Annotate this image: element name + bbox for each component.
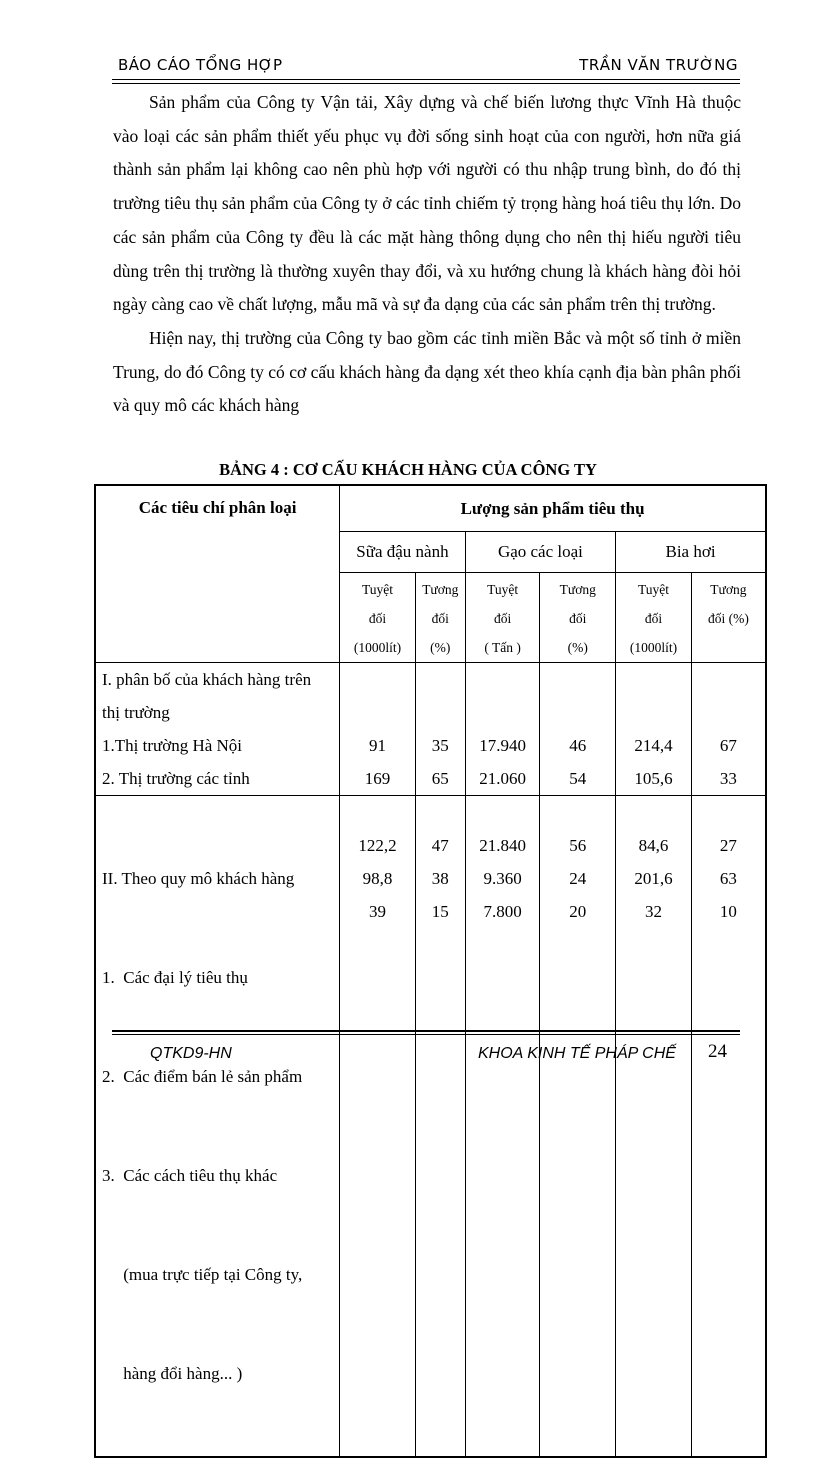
value-cell: 47 38 15	[415, 796, 465, 1458]
value-cell: 122,2 98,8 39	[340, 796, 416, 1458]
page-number: 24	[708, 1041, 727, 1062]
header-left: BÁO CÁO TỔNG HỢP	[118, 56, 283, 74]
unit-header: Tuyệt đối (1000lít)	[616, 573, 692, 663]
unit-header: Tuyệt đối (1000lít)	[340, 573, 416, 663]
customer-structure-table	[94, 484, 767, 1458]
product-header-rice: Gạo các loại	[465, 532, 615, 573]
value-cell: 91 169	[340, 663, 416, 796]
footer-right: KHOA KINH TẾ PHÁP CHẾ	[478, 1045, 676, 1062]
footer-left: QTKD9-HN	[150, 1045, 232, 1062]
header-right: TRẦN VĂN TRƯỜNG	[579, 56, 738, 74]
paragraph-2: Hiện nay, thị trường của Công ty bao gồm các tỉnh miền Bắc và một số tỉnh ở miền Trung, do đó Công ty có cơ cấu khách hàng đa dạng xét theo khía cạnh địa bàn phân phối và quy mô các khách hàng	[113, 327, 741, 416]
section-2-labels: II. Theo quy mô khách hàng 1. Các đại lý tiêu thụ 2. Các điểm bán lẻ sản phẩm 3. Các cách tiêu thụ khác (mua trực tiếp tại Công ty, hàng đổi hàng... )	[95, 796, 340, 1458]
unit-header: Tương đối (%)	[415, 573, 465, 663]
table-row-distribution	[95, 663, 766, 796]
header-rule	[112, 79, 740, 80]
unit-header: Tương đối (%)	[540, 573, 616, 663]
value-cell: 67 33	[691, 663, 766, 796]
consumption-header: Lượng sản phẩm tiêu thụ	[340, 485, 766, 532]
value-cell: 214,4 105,6	[616, 663, 692, 796]
product-header-soy-milk: Sữa đậu nành	[340, 532, 466, 573]
body-text	[113, 86, 741, 423]
footer-rule	[112, 1030, 740, 1032]
value-cell: 21.840 9.360 7.800	[465, 796, 540, 1458]
value-cell: 35 65	[415, 663, 465, 796]
value-cell: 46 54	[540, 663, 616, 796]
table-title: BẢNG 4 : CƠ CẤU KHÁCH HÀNG CỦA CÔNG TY	[219, 460, 597, 479]
product-header-draft-beer: Bia hơi	[616, 532, 766, 573]
value-cell: 84,6 201,6 32	[616, 796, 692, 1458]
value-cell: 27 63 10	[691, 796, 766, 1458]
value-cell: 56 24 20	[540, 796, 616, 1458]
unit-header: Tuyệt đối ( Tấn )	[465, 573, 540, 663]
table-row-scale	[95, 796, 766, 1458]
section-1-labels: I. phân bố của khách hàng trên thị trường 1.Thị trường Hà Nội 2. Thị trường các tỉnh	[95, 663, 340, 796]
header-rule-thin	[112, 83, 740, 84]
unit-header: Tương đối (%)	[691, 573, 766, 663]
value-cell: 17.940 21.060	[465, 663, 540, 796]
criteria-header: Các tiêu chí phân loại	[95, 485, 340, 663]
paragraph-1: Sản phẩm của Công ty Vận tải, Xây dựng và chế biến lương thực Vĩnh Hà thuộc vào loại các sản phẩm thiết yếu phục vụ đời sống sinh hoạt của con người, hơn nữa giá thành sản phẩm lại không cao nên phù hợp với người có thu nhập trung bình, do đó thị trường tiêu thụ sản phẩm của Công ty ở các tỉnh chiếm tỷ trọng hàng hoá tiêu thụ lớn. Do các sản phẩm của Công ty đều là các mặt hàng thông dụng cho nên thị hiếu người tiêu dùng trên thị trường là thường xuyên thay đổi, và xu hướng chung là khách hàng đòi hỏi ngày càng cao về chất lượng, mẫu mã và sự đa dạng của các sản phẩm trên thị trường.	[113, 92, 741, 315]
footer-rule-thin	[112, 1034, 740, 1035]
